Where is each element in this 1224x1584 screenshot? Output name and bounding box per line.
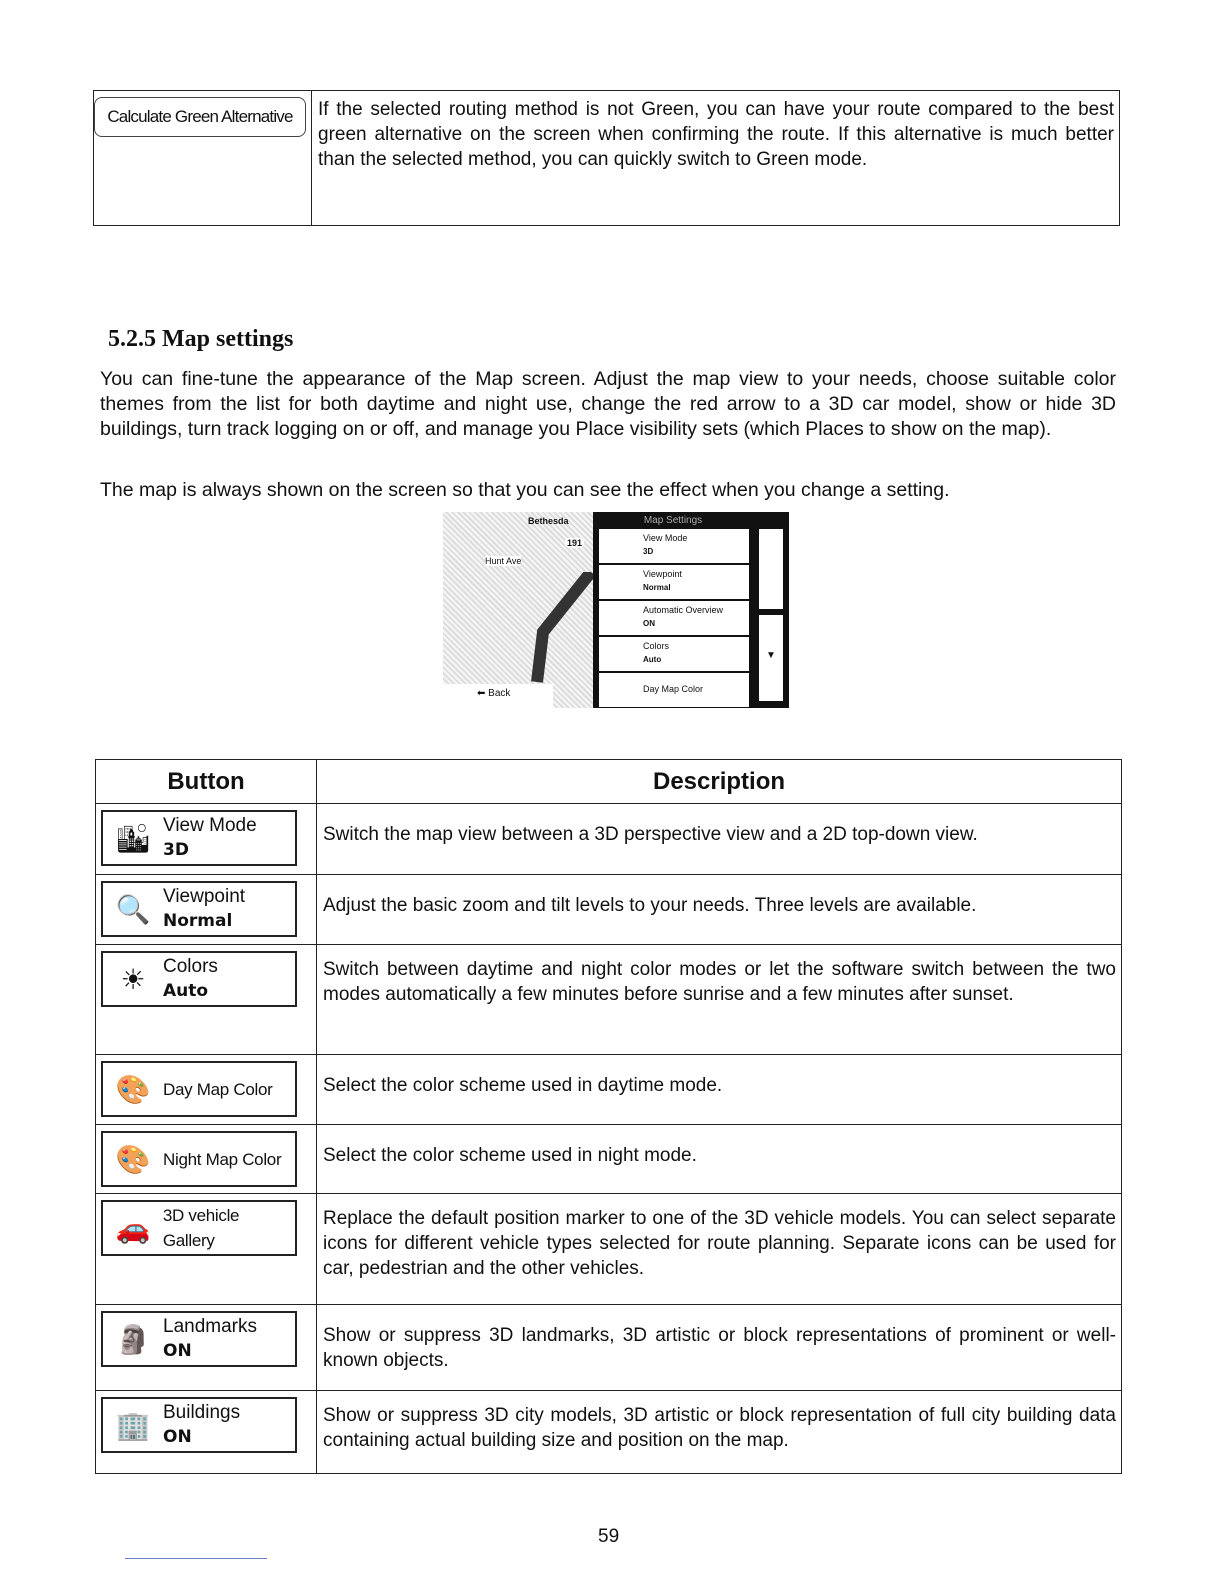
- button-value: Normal: [163, 911, 233, 931]
- viewpoint-button[interactable]: [101, 881, 297, 937]
- day-map-color-button[interactable]: [101, 1061, 297, 1117]
- section-heading: 5.2.5 Map settings: [108, 326, 294, 352]
- night-palette-icon: 🎨: [115, 1143, 151, 1175]
- button-label: 3D vehicle Gallery: [162, 1206, 240, 1250]
- calculate-green-alternative-button[interactable]: Calculate Green Alternative: [94, 97, 306, 137]
- car-icon: 🚗: [115, 1212, 151, 1244]
- scroll-up-button[interactable]: [759, 529, 783, 609]
- button-value: ON: [163, 1341, 192, 1361]
- button-value: Auto: [163, 981, 209, 1001]
- colors-button[interactable]: [101, 951, 297, 1007]
- settings-panel: [593, 512, 789, 708]
- panel-item-viewpoint[interactable]: Viewpoint Normal: [599, 565, 749, 599]
- panel-item-colors[interactable]: Colors Auto: [599, 637, 749, 671]
- sun-moon-icon: ☀: [120, 963, 146, 995]
- back-button[interactable]: ⬅ Back: [443, 684, 553, 708]
- footnote-rule: [125, 1558, 267, 1559]
- header-button: Button: [96, 760, 317, 804]
- button-label: Night Map Color: [163, 1149, 282, 1169]
- landmarks-button[interactable]: [101, 1311, 297, 1367]
- buildings-button[interactable]: [101, 1397, 297, 1453]
- green-alternative-table: [93, 90, 1120, 226]
- city-label: Bethesda: [528, 516, 569, 526]
- row-description: Select the color scheme used in night mode.: [317, 1125, 1122, 1194]
- day-palette-icon: 🎨: [115, 1073, 151, 1105]
- table-row: [96, 1305, 1122, 1391]
- table-row: [96, 1194, 1122, 1305]
- row-description: Show or suppress 3D landmarks, 3D artistic or block representations of prominent or well-known objects.: [317, 1305, 1122, 1391]
- route-arrow-icon: [513, 572, 593, 692]
- table-row: [96, 875, 1122, 945]
- table-row: [96, 1391, 1122, 1474]
- button-label: Colors: [163, 956, 218, 977]
- row-description: Show or suppress 3D city models, 3D artistic or block representation of full city building data containing actual building size and position on the map.: [317, 1391, 1122, 1474]
- row-description: Replace the default position marker to one of the 3D vehicle models. You can select separate icons for different vehicle types selected for route planning. Separate icons can be used for car, pedestrian and the other vehicles.: [317, 1194, 1122, 1305]
- green-alternative-description: If the selected routing method is not Green, you can have your route compared to the best green alternative on the screen when confirming the route. If this alternative is much better than the selected method, you can quickly switch to Green mode.: [312, 91, 1120, 226]
- 3d-buildings-icon: 🏙: [115, 822, 151, 854]
- row-description: Select the color scheme used in daytime mode.: [317, 1055, 1122, 1125]
- button-label: Buildings: [163, 1402, 241, 1423]
- street-label: Hunt Ave: [485, 556, 522, 566]
- landmark-icon: 🗿: [115, 1323, 151, 1355]
- view-mode-button[interactable]: [101, 810, 297, 866]
- table-row: [96, 1055, 1122, 1125]
- panel-item-automatic-overview[interactable]: Automatic Overview ON: [599, 601, 749, 635]
- button-value: ON: [163, 1427, 192, 1447]
- buildings-icon: 🏢: [115, 1409, 151, 1441]
- road-number: 191: [567, 538, 583, 548]
- map-settings-screenshot: [443, 512, 789, 708]
- night-map-color-button[interactable]: [101, 1131, 297, 1187]
- button-label: Landmarks: [163, 1316, 257, 1337]
- page-number: 59: [598, 1526, 620, 1547]
- button-label: Day Map Color: [163, 1079, 273, 1099]
- 3d-vehicle-gallery-button[interactable]: [101, 1200, 297, 1256]
- panel-item-view-mode[interactable]: View Mode 3D: [599, 529, 749, 563]
- button-value: 3D: [163, 840, 189, 860]
- row-description: Adjust the basic zoom and tilt levels to your needs. Three levels are available.: [317, 875, 1122, 945]
- button-description-table: [95, 759, 1122, 1474]
- button-label: Viewpoint: [163, 886, 246, 907]
- magnifier-icon: 🔍: [115, 893, 151, 925]
- map-note-paragraph: The map is always shown on the screen so that you can see the effect when you change a setting.: [100, 479, 950, 501]
- button-label: View Mode: [163, 815, 257, 836]
- header-description: Description: [317, 760, 1122, 804]
- intro-paragraph: You can fine-tune the appearance of the Map screen. Adjust the map view to your needs, choose suitable color themes from the list for both daytime and night use, change the red arrow to a 3D car model, show or hide 3D buildings, turn track logging on or off, and manage you Place visibility sets (which Places to show on the map).: [100, 368, 1116, 440]
- table-row: [96, 945, 1122, 1055]
- table-row: [96, 804, 1122, 875]
- panel-title: Map Settings: [643, 515, 703, 526]
- panel-item-day-map-color[interactable]: Day Map Color: [599, 673, 749, 707]
- scroll-down-button[interactable]: ▼: [759, 615, 783, 701]
- row-description: Switch the map view between a 3D perspective view and a 2D top-down view.: [317, 804, 1122, 875]
- table-row: [96, 1125, 1122, 1194]
- row-description: Switch between daytime and night color modes or let the software switch between the two modes automatically a few minutes before sunrise and a few minutes after sunset.: [317, 945, 1122, 1055]
